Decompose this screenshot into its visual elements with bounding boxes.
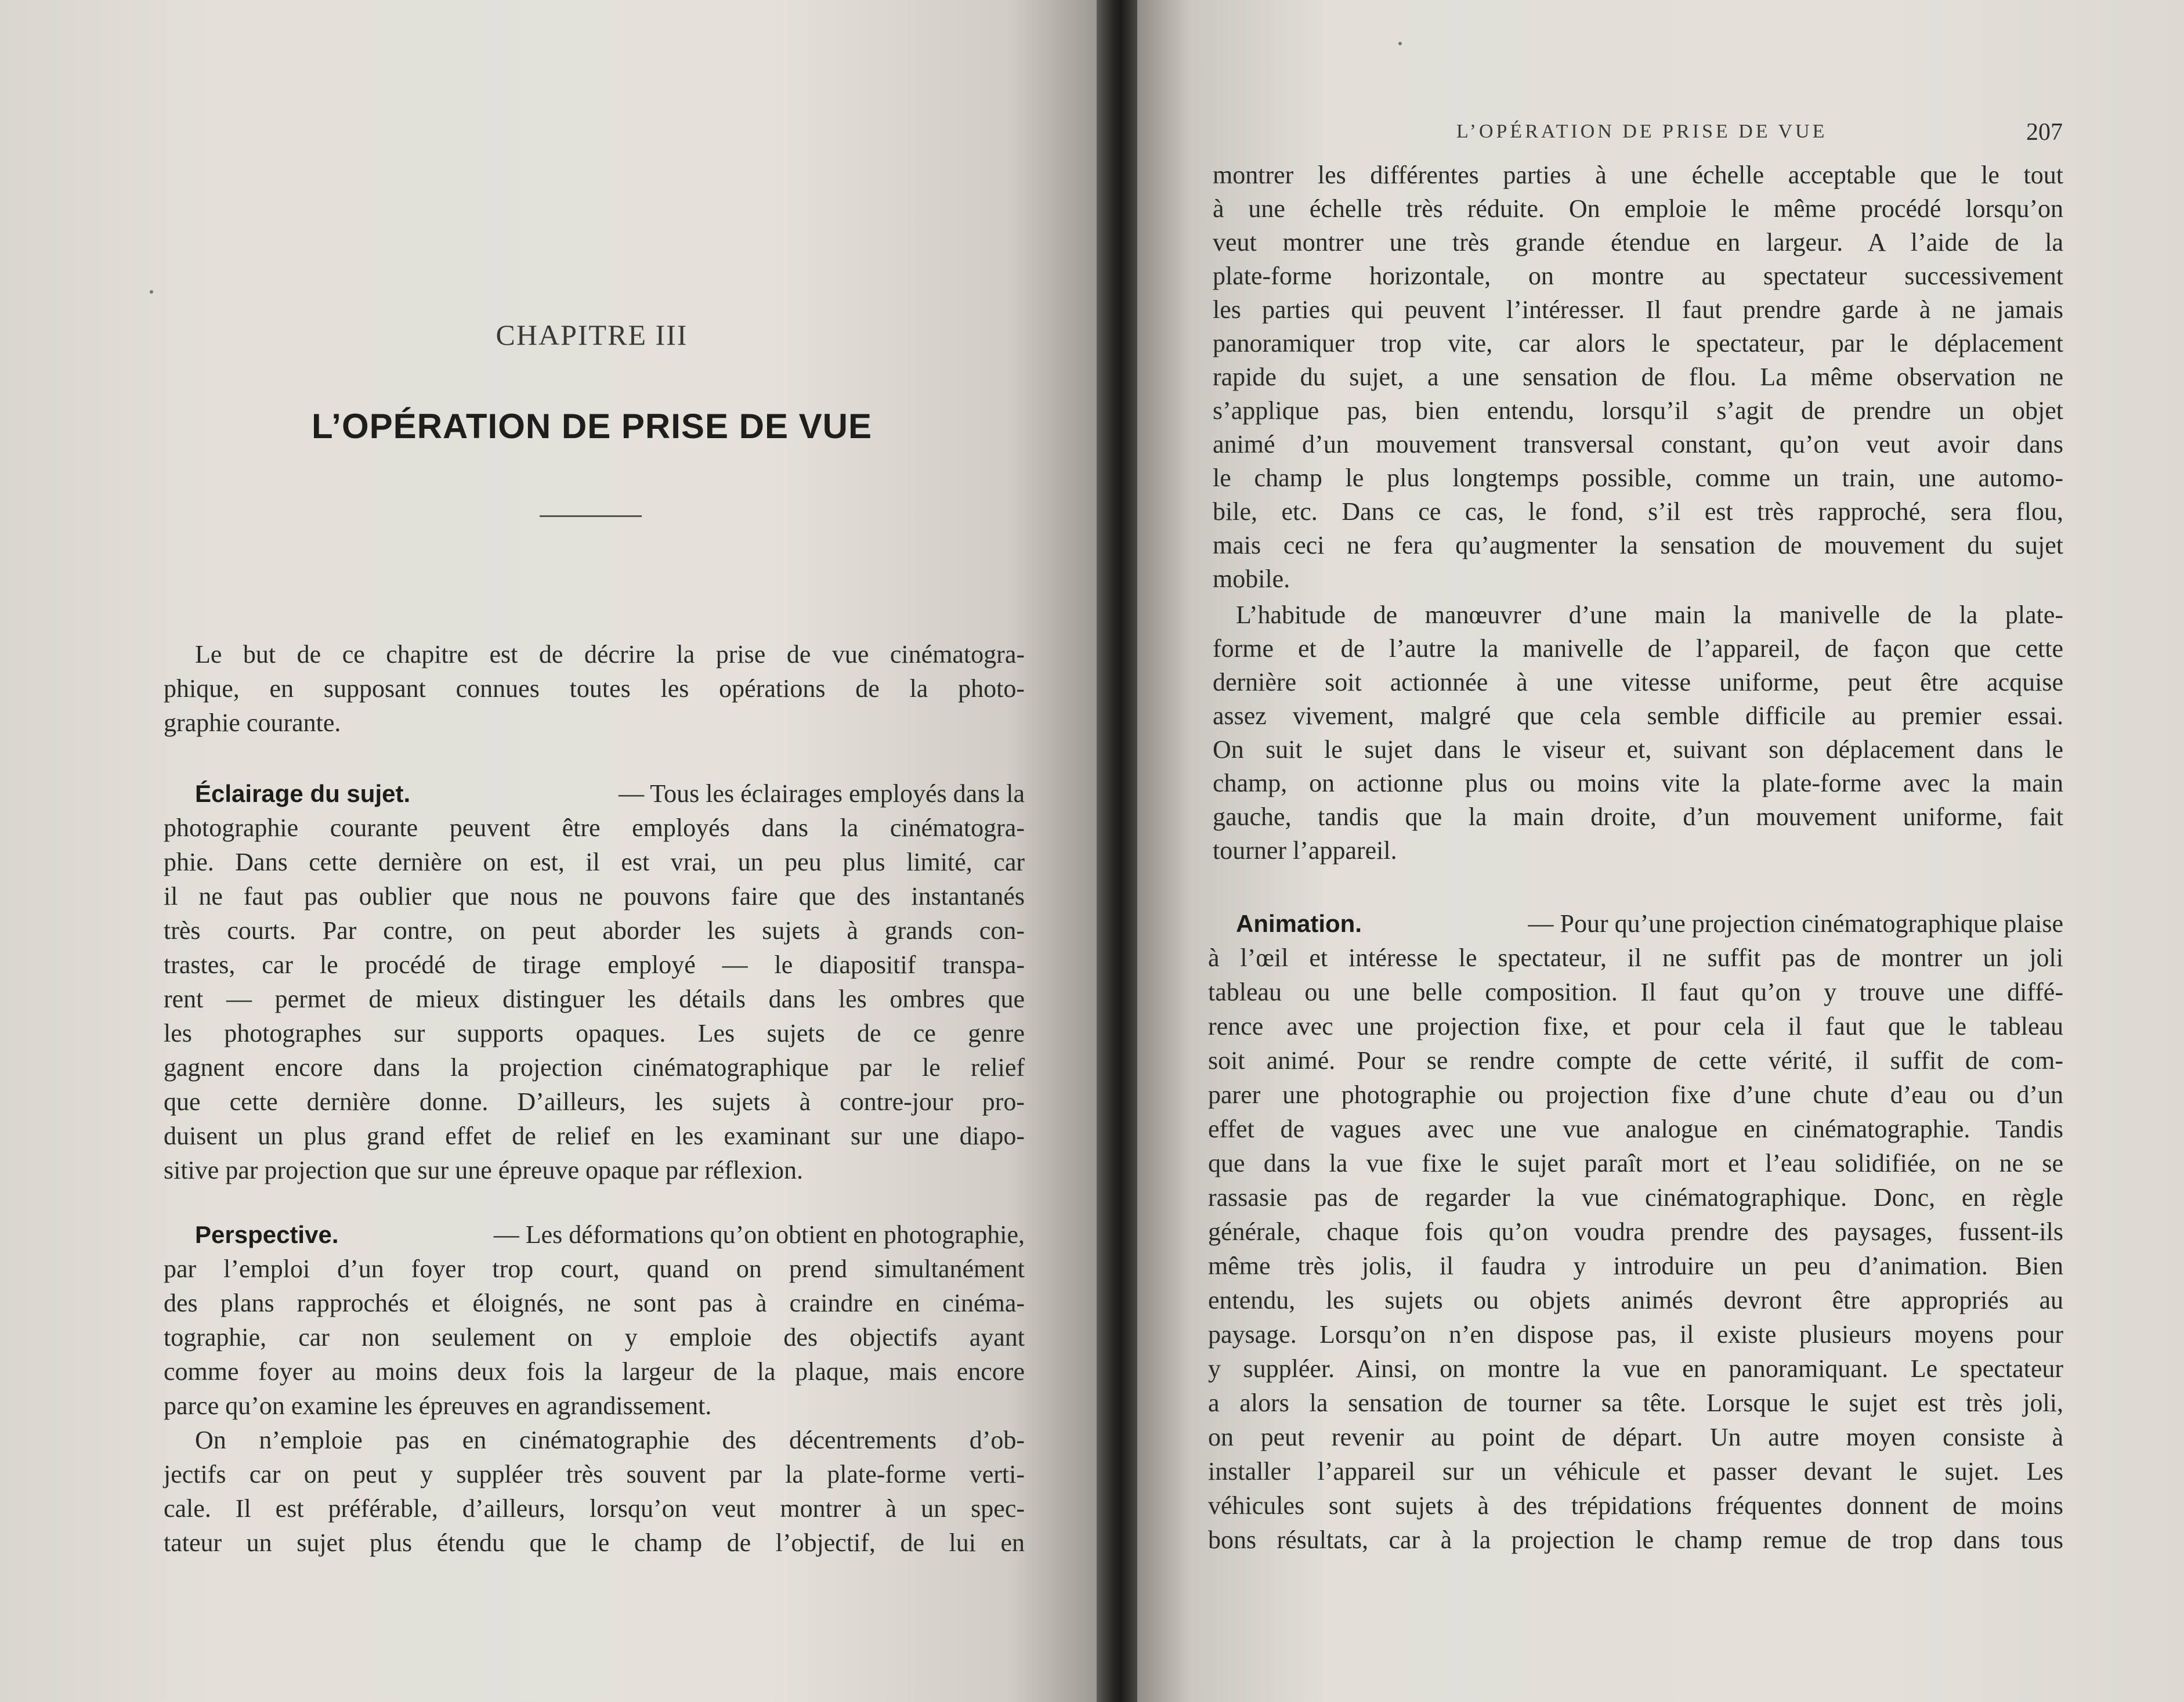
text-line: on peut revenir au point de départ. Un autre moyen consiste à [1208, 1423, 2063, 1451]
text-line: bile, etc. Dans ce cas, le fond, s’il est très rapproché, sera flou, [1213, 497, 2063, 526]
section-heading-eclairage: Éclairage du sujet. [195, 780, 411, 807]
text-line: des plans rapprochés et éloignés, ne sont pas à craindre en cinéma- [164, 1289, 1025, 1317]
page-number: 207 [2026, 119, 2063, 146]
text-line: tourner l’appareil. [1213, 836, 1397, 865]
text-line: Le but de ce chapitre est de décrire la prise de vue cinématogra- [195, 640, 1025, 668]
text-line: phique, en supposant connues toutes les opérations de la photo- [164, 674, 1025, 703]
text-line: à une échelle très réduite. On emploie le même procédé lorsqu’on [1213, 194, 2063, 223]
text-line: y suppléer. Ainsi, on montre la vue en panoramiquant. Le spectateur [1208, 1354, 2063, 1383]
text-line: a alors la sensation de tourner sa tête. Lorsque le sujet est très joli, [1208, 1389, 2063, 1417]
text-line: forme et de l’autre la manivelle de l’appareil, de façon que cette [1213, 634, 2063, 663]
text-line: animé d’un mouvement transversal constant, qu’on veut avoir dans [1213, 430, 2063, 458]
text-line: tographie, car non seulement on y emploie des objectifs ayant [164, 1323, 1025, 1352]
book-gutter [1097, 0, 1137, 1702]
text-line: On n’emploie pas en cinématographie des décentrements d’ob- [195, 1426, 1025, 1454]
text-line: On suit le sujet dans le viseur et, suivant son déplacement dans le [1213, 735, 2063, 764]
text-line: veut montrer une très grande étendue en largeur. A l’aide de la [1213, 228, 2063, 256]
title-rule [540, 515, 642, 517]
paper-speck [150, 290, 153, 294]
section-first-line [195, 776, 1025, 811]
section-first-line [195, 1217, 1025, 1252]
text-line: graphie courante. [164, 709, 341, 737]
text-line: plate-forme horizontale, on montre au spectateur successivement [1213, 262, 2063, 290]
text-line: générale, chaque fois qu’on voudra prendre des paysages, fussent-ils [1208, 1217, 2063, 1246]
paper-speck [1398, 42, 1402, 45]
chapter-label: CHAPITRE III [496, 319, 688, 351]
text-line: entendu, les sujets ou objets animés devront être appropriés au [1208, 1286, 2063, 1314]
section-heading-perspective: Perspective. [195, 1221, 339, 1248]
text-line: à l’œil et intéresse le spectateur, il ne suffit pas de montrer un joli [1208, 944, 2063, 972]
text-line: tateur un sujet plus étendu que le champ de l’objectif, de lui en [164, 1528, 1025, 1557]
text-line: trastes, car le procédé de tirage employé — le diapositif transpa- [164, 951, 1025, 979]
text-line: assez vivement, malgré que cela semble difficile au premier essai. [1213, 702, 2063, 730]
text-line: rence avec une projection fixe, et pour cela il faut que le tableau [1208, 1012, 2063, 1040]
text-line: photographie courante peuvent être employés dans la cinématogra- [164, 814, 1025, 842]
text-line: installer l’appareil sur un véhicule et passer devant le sujet. Les [1208, 1457, 2063, 1486]
text-line: — Les déformations qu’on obtient en photographie, [493, 1220, 1025, 1249]
text-line: tableau ou une belle composition. Il faut qu’on y trouve une diffé- [1208, 978, 2063, 1006]
text-line: comme foyer au moins deux fois la largeur de la plaque, mais encore [164, 1357, 1025, 1386]
text-line: les parties qui peuvent l’intéresser. Il faut prendre garde à ne jamais [1213, 295, 2063, 324]
text-line: que dans la vue fixe le sujet paraît mort et l’eau solidifiée, on ne se [1208, 1149, 2063, 1177]
text-line: — Pour qu’une projection cinématographique plaise [1528, 909, 2063, 938]
text-line: — Tous les éclairages employés dans la [619, 779, 1025, 808]
text-line: par l’emploi d’un foyer trop court, quand on prend simultanément [164, 1255, 1025, 1283]
text-line: même très jolis, il faudra y introduire un peu d’animation. Bien [1208, 1252, 2063, 1280]
text-line: gagnent encore dans la projection cinématographique par le relief [164, 1053, 1025, 1082]
text-line: duisent un plus grand effet de relief en les examinant sur une diapo- [164, 1122, 1025, 1150]
text-line: panoramiquer trop vite, car alors le spectateur, par le déplacement [1213, 329, 2063, 357]
text-line: montrer les différentes parties à une échelle acceptable que le tout [1213, 161, 2063, 189]
text-line: cale. Il est préférable, d’ailleurs, lorsqu’on veut montrer à un spec- [164, 1494, 1025, 1523]
text-line: parer une photographie ou projection fixe d’une chute d’eau ou d’un [1208, 1081, 2063, 1109]
chapter-title: L’OPÉRATION DE PRISE DE VUE [311, 407, 873, 446]
text-line: très courts. Par contre, on peut aborder les sujets à grands con- [164, 916, 1025, 945]
text-line: L’habitude de manœuvrer d’une main la manivelle de la plate- [1236, 601, 2063, 629]
text-line: que cette dernière donne. D’ailleurs, les sujets à contre-jour pro- [164, 1087, 1025, 1116]
text-line: les photographes sur supports opaques. Les sujets de ce genre [164, 1019, 1025, 1047]
text-line: parce qu’on examine les épreuves en agrandissement. [164, 1392, 712, 1420]
text-line: dernière soit actionnée à une vitesse uniforme, peut être acquise [1213, 668, 2063, 696]
text-line: rassasie pas de regarder la vue cinématographique. Donc, en règle [1208, 1183, 2063, 1212]
text-line: rapide du sujet, a une sensation de flou. La même observation ne [1213, 363, 2063, 391]
text-line: il ne faut pas oublier que nous ne pouvons faire que des instantanés [164, 882, 1025, 910]
text-line: sitive par projection que sur une épreuve opaque par réflexion. [164, 1156, 804, 1184]
text-line: phie. Dans cette dernière on est, il est vrai, un peu plus limité, car [164, 848, 1025, 876]
text-line: jectifs car on peut y suppléer très souvent par la plate-forme verti- [164, 1460, 1025, 1488]
text-line: mobile. [1213, 565, 1290, 593]
section-heading-animation: Animation. [1236, 910, 1362, 937]
running-head: L’OPÉRATION DE PRISE DE VUE [1456, 121, 1828, 142]
text-line: paysage. Lorsqu’on n’en dispose pas, il existe plusieurs moyens pour [1208, 1320, 2063, 1349]
text-line: bons résultats, car à la projection le champ remue de trop dans tous [1208, 1526, 2063, 1554]
text-line: effet de vagues avec une vue analogue en cinématographie. Tandis [1208, 1115, 2063, 1143]
text-line: mais ceci ne fera qu’augmenter la sensation de mouvement du sujet [1213, 531, 2063, 559]
text-line: champ, on actionne plus ou moins vite la plate-forme avec la main [1213, 769, 2063, 797]
section-first-line [1236, 906, 2063, 941]
text-line: gauche, tandis que la main droite, d’un mouvement uniforme, fait [1213, 803, 2063, 831]
text-line: rent — permet de mieux distinguer les détails dans les ombres que [164, 985, 1025, 1013]
text-line: soit animé. Pour se rendre compte de cette vérité, il suffit de com- [1208, 1046, 2063, 1075]
text-line: s’applique pas, bien entendu, lorsqu’il s’agit de prendre un objet [1213, 396, 2063, 425]
text-line: véhicules sont sujets à des trépidations fréquentes donnent de moins [1208, 1491, 2063, 1520]
text-line: le champ le plus longtemps possible, comme un train, une automo- [1213, 464, 2063, 492]
